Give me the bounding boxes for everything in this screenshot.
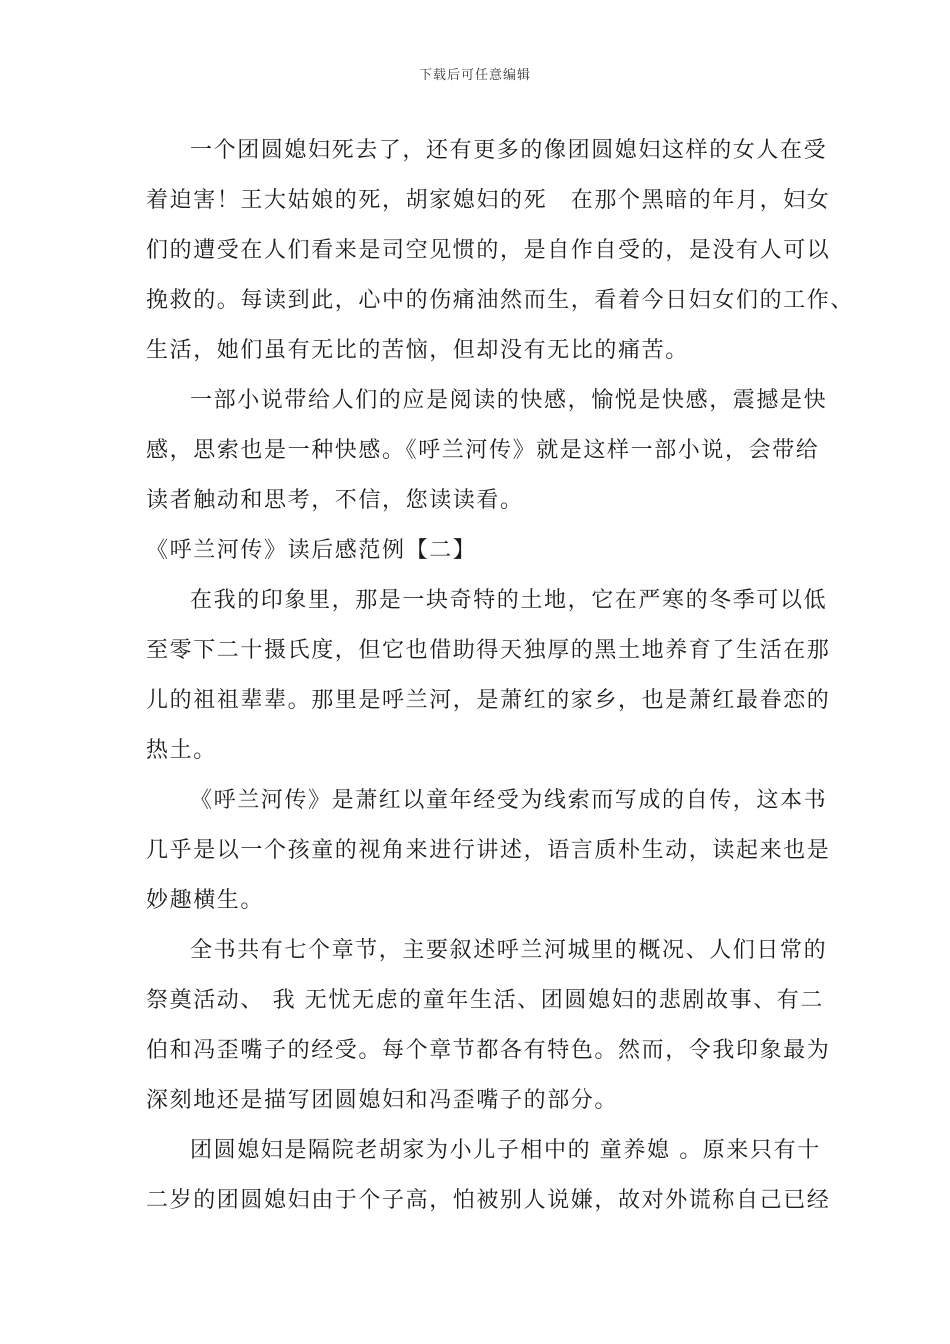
page-header: 下载后可任意编辑 bbox=[418, 68, 531, 83]
paragraph-line: 一部小说带给人们的应是阅读的快感，愉悦是快感，震撼是快 bbox=[190, 388, 828, 413]
paragraph-line: 几乎是以一个孩童的视角来进行讲述，语言质朴生动，读起来也是 bbox=[146, 838, 831, 863]
paragraph-line: 们的遭受在人们看来是司空见惯的，是自作自受的，是没有人可以 bbox=[146, 238, 831, 263]
paragraph-line: 感，思索也是一种快感。《呼兰河传》就是这样一部小说，会带给 bbox=[146, 438, 820, 463]
paragraph-line: 深刻地还是描写团圆媳妇和冯歪嘴子的部分。 bbox=[146, 1088, 619, 1113]
paragraph-line: 祭奠活动、 我 无忧无虑的童年生活、团圆媳妇的悲剧故事、有二 bbox=[146, 988, 824, 1013]
paragraph-line: 着迫害！王大姑娘的死，胡家媳妇的死 在那个黑暗的年月，妇女 bbox=[146, 188, 831, 213]
section-heading: 《呼兰河传》读后感范例【二】 bbox=[146, 538, 477, 563]
paragraph-line: 团圆媳妇是隔院老胡家为小儿子相中的 童养媳 。原来只有十 bbox=[190, 1138, 821, 1163]
paragraph-line: 一个团圆媳妇死去了，还有更多的像团圆媳妇这样的女人在受 bbox=[190, 138, 828, 163]
paragraph-line: 在我的印象里，那是一块奇特的土地，它在严寒的冬季可以低 bbox=[190, 588, 828, 613]
paragraph-line: 妙趣横生。 bbox=[146, 888, 265, 913]
paragraph-line: 生活，她们虽有无比的苦恼，但却没有无比的痛苦。 bbox=[146, 338, 689, 363]
paragraph-line: 《呼兰河传》是萧红以童年经受为线索而写成的自传，这本书 bbox=[190, 788, 828, 813]
paragraph-line: 至零下二十摄氏度，但它也借助得天独厚的黑土地养育了生活在那 bbox=[146, 638, 831, 663]
paragraph-line: 全书共有七个章节，主要叙述呼兰河城里的概况、人们日常的 bbox=[190, 938, 828, 963]
paragraph-line: 儿的祖祖辈辈。那里是呼兰河，是萧红的家乡，也是萧红最眷恋的 bbox=[146, 688, 831, 713]
paragraph-line: 伯和冯歪嘴子的经受。每个章节都各有特色。然而，令我印象最为 bbox=[146, 1038, 831, 1063]
paragraph-line: 热土。 bbox=[146, 738, 217, 763]
paragraph-line: 二岁的团圆媳妇由于个子高，怕被别人说嫌，故对外谎称自己已经 bbox=[146, 1188, 831, 1213]
paragraph-line: 读者触动和思考，不信，您读读看。 bbox=[146, 488, 524, 513]
paragraph-line: 挽救的。每读到此，心中的伤痛油然而生，看着今日妇女们的工作、 bbox=[146, 288, 855, 313]
